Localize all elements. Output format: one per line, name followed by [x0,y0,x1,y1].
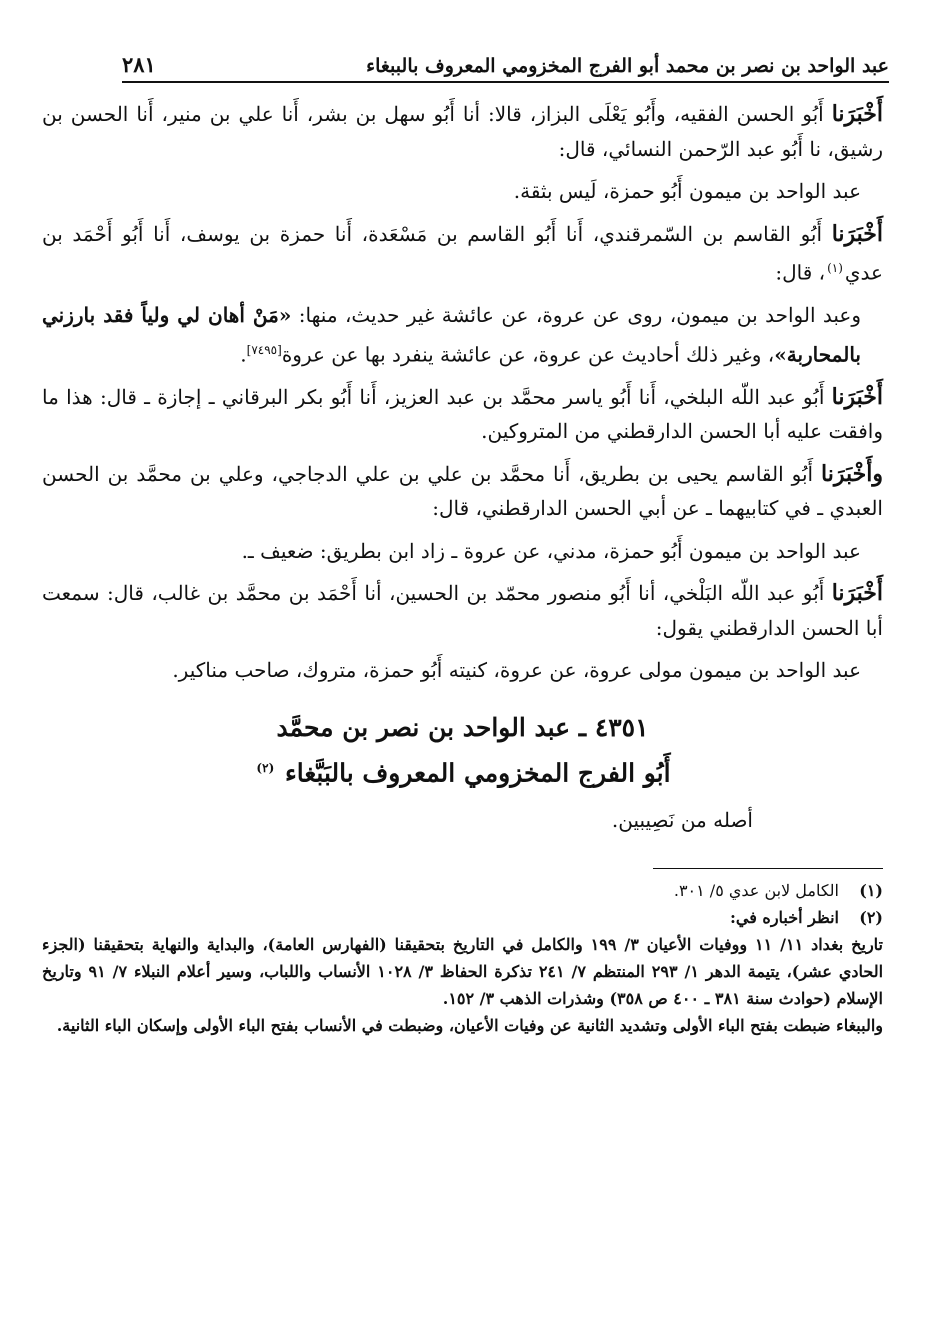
footnote-text: الكامل لابن عدي ٥/ ٣٠١. [673,880,839,900]
paragraph-text: أَبُو القاسم بن السّمرقندي، أَنا أَبُو القاسم بن مَسْعَدة، أَنا حمزة بن يوسف، أَنا أَبُو أَحْمَد بن عدي [42,221,883,285]
footnote-reference[interactable]: (١) [827,261,843,275]
footnote-divider [653,868,883,869]
entry-subtitle [42,748,883,793]
main-text [42,97,883,838]
transmission-lead: وأَخْبَرَنا [821,460,883,487]
footnote-number: (٢) [859,907,883,927]
paragraph [42,298,883,372]
statement-text: عبد الواحد بن ميمون مولى عروة، عن عروة، كنيته أَبُو حمزة، متروك، صاحب مناكير. [172,658,861,683]
page-number: ٢٨١ [122,52,156,77]
page-header [122,52,889,83]
quoted-statement [42,653,883,688]
entry-title: ٤٣٥١ ـ عبد الواحد بن نصر بن محمَّد [276,712,649,742]
paragraph [42,97,883,166]
paragraph [42,576,883,645]
paragraph-text: أَبُو عبد اللّه البَلْخي، أنا أَبُو منصور محمّد بن الحسين، أنا أَحْمَد بن محمَّد بن غالب، قال: سمعت أبا الحسن الدارقطني يقول: [42,581,883,640]
quoted-statement [42,174,883,209]
hadith-text: «مَنْ أهان لي ولياً فقد بارزني بالمحاربة» [42,303,861,367]
transmission-lead: أَخْبَرَنا [831,580,884,607]
footnote-number: (١) [859,880,883,900]
transmission-lead: أَخْبَرَنا [831,383,883,410]
paragraph-text: أَبُو القاسم يحيى بن بطريق، أَنا محمَّد بن علي بن علي الدجاجي، وعلي بن محمَّد بن الحسن العبدي ـ في كتابيهما ـ عن أبي الحسن الدارقطني، قال: [42,461,883,521]
footnote-sources: تاريخ بغداد ١١/ ١١ ووفيات الأعيان ٣/ ١٩٩ والكامل في التاريخ بتحقيقنا (الفهارس العامة)، والبداية والنهاية بتحقيقنا (الجزء الحادي عشر)، يتيمة الدهر ١/ ٢٩٣ المنتظم ٧/ ٢٤١ تذكرة الحفاظ ٣/ ١٠٢٨ الأنساب واللباب، وسير أعلام النبلاء ٧/ ٩١ وتاريخ الإسلام (حوادث سنة ٣٨١ ـ ٤٠٠ ص ٣٥٨) وشذرات الذهب ٣/ ١٥٢. [42,934,884,1008]
paragraph-text: أَبُو عبد اللّه البلخي، أَنا أَبُو ياسر محمَّد بن عبد العزيز، أَنا أَبُو بكر البرقاني ـ إجازة ـ قال: هذا ما وافقت عليه أبا الحسن الدارقطني من المتروكين. [42,384,883,444]
footnote-vocalization-note: والببغاء ضبطت بفتح الباء الأولى وتشديد الثانية عن وفيات الأعيان، وضبطت في الأنساب بفتح الباء الأولى وإسكان الباء الثانية. [56,1015,883,1035]
entry-heading [42,708,883,793]
paragraph-tail: ، قال: [775,260,826,285]
paragraph [42,217,883,291]
footnote [42,877,883,904]
quoted-statement [42,534,883,569]
paragraph [42,380,883,449]
paragraph-end: . [240,342,247,367]
paragraph-after: ، وغير ذلك أحاديث عن عروة، عن عائشة ينفرد بها عن عروة [281,342,775,367]
transmission-lead: أَخْبَرَنا [831,101,884,127]
footnote [42,904,883,931]
paragraph-text: أَبُو الحسن الفقيه، وأَبُو يَعْلَى البزاز، قالا: أنا أَبُو سهل بن بشر، أَنا علي بن منير، أَنا الحسن بن رشيق، نا أَبُو عبد الرّحمن النسائي، قال: [42,102,883,161]
statement-text: عبد الواحد بن ميمون أَبُو حمزة، لَيس بثقة. [513,179,861,203]
hadith-number: [٧٤٩٥] [246,342,282,357]
entry-subtitle-text: أَبُو الفرج المخزومي المعروف بالبَبَّغاء [284,758,671,788]
footnote-reference[interactable]: (٢) [256,760,275,775]
transmission-lead: أَخْبَرَنا [831,220,884,247]
footnotes [42,877,883,1039]
entry-origin: أصله من نَصِيبين. [611,808,753,833]
footnote-text: انظر أخباره في: [729,907,839,927]
paragraph [42,457,883,526]
paragraph-text: وعبد الواحد بن ميمون، روى عن عروة، عن عائشة غير حديث، منها: [298,303,862,328]
running-title: عبد الواحد بن نصر بن محمد أبو الفرج المخزومي المعروف بالببغاء [366,55,889,77]
statement-text: عبد الواحد بن ميمون أَبُو حمزة، مدني، عن عروة ـ زاد ابن بطريق: ضعيف ـ. [241,538,861,563]
